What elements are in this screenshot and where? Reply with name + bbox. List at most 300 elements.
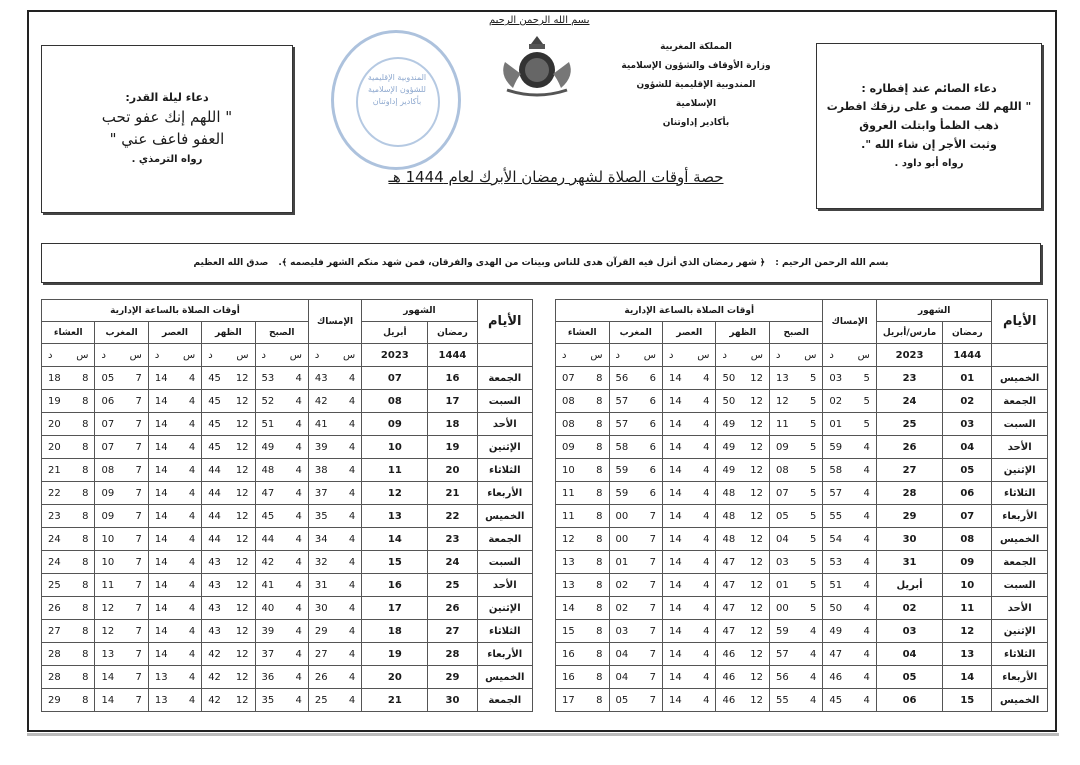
hour-value: 12 [750,671,763,683]
imsak-time [823,551,876,574]
minute-value: 59 [829,441,843,453]
minute-value: 14 [154,556,168,568]
asr-header: العصر [663,322,716,344]
maghrib-header: المغرب [95,322,148,344]
maghrib-time [95,413,148,436]
dhuhr-time [202,597,255,620]
isha-time [42,390,95,413]
hour-value: 7 [135,418,142,430]
minute-value: 25 [314,694,328,706]
hour-minute-units [609,344,662,367]
hour-value: 7 [649,556,657,568]
hour-value: 12 [235,671,249,683]
greg-year: 2023 [362,344,428,367]
minute-value: 14 [154,579,168,591]
table-row [556,666,1048,689]
hour-value: 4 [295,395,302,407]
minute-value: 49 [261,441,275,453]
minute-value: 46 [829,671,843,683]
day-name: الجمعة [477,689,532,712]
minute-value: 14 [154,602,168,614]
hour-value: 8 [596,441,603,453]
hour-value: 4 [703,464,710,476]
ramadan-day: 05 [943,459,992,482]
greg-day: 19 [362,643,428,666]
minute-value: 56 [615,372,629,384]
minute-value: 08 [775,464,789,476]
minute-value: 29 [314,625,328,637]
asr-time [663,551,716,574]
imsak-time [823,666,876,689]
hour-value: 4 [703,648,710,660]
minute-value: 42 [261,556,275,568]
imsak-time [823,367,876,390]
minute-value: 44 [208,510,221,522]
maghrib-time [609,689,662,712]
hour-value: 8 [82,694,89,706]
isha-time [42,689,95,712]
minute-value: 14 [669,625,682,637]
minute-value: 14 [154,464,168,476]
minute-value: 52 [261,395,275,407]
greg-day: 27 [876,459,942,482]
minute-value: 57 [615,418,629,430]
minute-value: 49 [722,464,736,476]
hour-value: 4 [348,464,356,476]
dhuhr-time [716,620,769,643]
minute-value: 05 [615,694,629,706]
minute-value: 07 [101,418,115,430]
imsak-time [823,505,876,528]
fajr-time [769,643,822,666]
table-row [42,505,533,528]
months-header: الشهور [876,300,992,322]
greg-day: 18 [362,620,428,643]
minute-value: 13 [101,648,115,660]
ramadan-day: 03 [943,413,992,436]
isha-time [42,367,95,390]
hour-label: س [750,349,763,361]
greg-day: 12 [362,482,428,505]
hour-value: 5 [863,418,870,430]
fajr-header: الصبح [769,322,822,344]
hour-value: 8 [596,464,603,476]
minute-label: د [615,349,620,361]
isha-time [42,459,95,482]
minute-label: د [154,349,160,361]
hour-value: 7 [135,648,142,660]
hour-value: 4 [863,533,870,545]
hour-value: 12 [235,418,249,430]
maghrib-time [609,643,662,666]
iftar-dua-title: دعاء الصائم عند إفطاره : [861,81,997,95]
dhuhr-time [716,689,769,712]
hour-value: 4 [703,602,710,614]
minute-value: 44 [208,487,221,499]
hour-value: 4 [348,395,356,407]
hour-value: 4 [348,602,356,614]
minute-value: 57 [829,487,843,499]
minute-value: 45 [208,418,221,430]
hour-value: 4 [348,648,356,660]
minute-value: 14 [154,510,168,522]
prayer-times-sheet [27,10,1057,732]
hour-value: 4 [188,671,196,683]
minute-value: 09 [775,441,789,453]
day-name: السبت [992,413,1048,436]
maghrib-time [95,574,148,597]
maghrib-time [95,505,148,528]
minute-value: 27 [48,625,61,637]
hour-value: 7 [649,648,657,660]
hour-value: 4 [188,694,196,706]
isha-time [556,689,610,712]
dhuhr-time [716,505,769,528]
hour-value: 4 [295,671,302,683]
hour-value: 12 [235,533,249,545]
hour-value: 8 [596,671,603,683]
hour-value: 4 [295,372,302,384]
hour-value: 7 [135,694,142,706]
hour-value: 12 [750,533,763,545]
hour-value: 8 [82,648,89,660]
hour-value: 4 [703,625,710,637]
minute-value: 45 [829,694,843,706]
greg-day: 21 [362,689,428,712]
fajr-time [255,597,308,620]
hour-value: 5 [810,510,817,522]
minute-value: 14 [154,533,168,545]
minute-value: 34 [314,533,328,545]
ramadan-day: 29 [428,666,477,689]
qadr-dua-title: دعاء ليلة القدر: [125,91,209,104]
minute-value: 50 [722,395,736,407]
qadr-dua-line: " اللهم إنك عفو تحب [101,108,233,126]
ramadan-day: 01 [943,367,992,390]
imsak-time [823,574,876,597]
hour-value: 6 [649,487,657,499]
minute-value: 14 [669,533,682,545]
table-row [42,666,533,689]
asr-time [663,390,716,413]
imsak-header: الإمساك [308,300,361,344]
dhuhr-time [202,643,255,666]
isha-time [42,505,95,528]
imsak-time [823,436,876,459]
maghrib-time [609,390,662,413]
hour-label: س [590,349,603,361]
imsak-time [823,597,876,620]
hour-label: س [343,349,356,361]
imsak-time [308,436,361,459]
minute-value: 42 [314,395,328,407]
greg-day: 29 [876,505,942,528]
hour-value: 12 [235,625,249,637]
isha-time [556,505,610,528]
minute-value: 02 [615,602,629,614]
minute-value: 22 [48,487,61,499]
hour-value: 8 [596,579,603,591]
fajr-time [255,528,308,551]
fajr-time [769,597,822,620]
dhuhr-time [202,620,255,643]
hour-value: 12 [235,487,249,499]
fajr-time [255,413,308,436]
minute-value: 35 [314,510,328,522]
greg-day: 17 [362,597,428,620]
hour-value: 7 [649,694,657,706]
hour-value: 12 [235,556,249,568]
maghrib-time [609,574,662,597]
day-name: السبت [477,551,532,574]
minute-value: 43 [208,556,221,568]
hour-value: 12 [235,441,249,453]
table-row [556,505,1048,528]
imsak-time [823,413,876,436]
hour-value: 7 [135,602,142,614]
hour-value: 4 [188,487,196,499]
minute-value: 48 [722,533,736,545]
table-row [42,597,533,620]
minute-value: 20 [48,418,61,430]
imsak-time [308,390,361,413]
hour-value: 7 [135,372,142,384]
minute-value: 14 [669,441,682,453]
day-name: الثلاثاء [992,643,1048,666]
greg-day: 04 [876,643,942,666]
minute-value: 07 [562,372,575,384]
day-name: الجمعة [992,390,1048,413]
minute-value: 51 [261,418,275,430]
minute-value: 13 [562,556,575,568]
minute-value: 13 [562,579,575,591]
greg-day: 16 [362,574,428,597]
hour-value: 4 [188,602,196,614]
hour-value: 4 [348,487,356,499]
hour-minute-units [716,344,769,367]
dhuhr-time [716,551,769,574]
ramadan-day: 17 [428,390,477,413]
fajr-time [769,482,822,505]
minute-value: 58 [829,464,843,476]
greg-day: 31 [876,551,942,574]
hour-value: 8 [596,533,603,545]
ramadan-day: 27 [428,620,477,643]
prayer-times-table-first-half [555,299,1048,712]
day-name: الأحد [477,413,532,436]
hour-value: 4 [703,579,710,591]
hour-value: 12 [750,602,763,614]
asr-time [148,367,201,390]
table-row [556,574,1048,597]
dhuhr-time [716,666,769,689]
hour-label: س [182,349,196,361]
minute-value: 31 [314,579,328,591]
minute-value: 14 [669,671,682,683]
day-name: الخميس [992,689,1048,712]
hour-value: 7 [649,625,657,637]
greg-day: 03 [876,620,942,643]
greg-year: 2023 [876,344,942,367]
day-name: الأربعاء [992,666,1048,689]
qadr-dua-source: رواه الترمذي . [131,154,203,165]
dhuhr-time [716,413,769,436]
hour-value: 5 [863,372,870,384]
hour-value: 4 [348,510,356,522]
hour-value: 8 [82,464,89,476]
day-name: الخميس [477,505,532,528]
hour-value: 4 [295,464,302,476]
hour-value: 4 [188,418,196,430]
minute-value: 58 [615,441,629,453]
greg-month-header: مارس/أبريل [876,322,942,344]
minute-value: 14 [154,395,168,407]
table-row [556,643,1048,666]
minute-value: 41 [314,418,328,430]
hour-value: 12 [235,579,249,591]
hour-value: 12 [750,556,763,568]
minute-value: 12 [101,602,115,614]
greg-month-header: أبريل [362,322,428,344]
ministry-line: المندوبية الإقليمية للشؤون الإسلامية [636,80,756,109]
hour-value: 4 [348,533,356,545]
minute-value: 38 [314,464,328,476]
ramadan-day: 10 [943,574,992,597]
minute-value: 16 [562,648,575,660]
hour-value: 4 [863,510,870,522]
hour-value: 8 [82,556,89,568]
imsak-time [308,505,361,528]
hour-value: 4 [863,441,870,453]
hour-value: 4 [295,441,302,453]
isha-time [556,367,610,390]
hour-value: 7 [649,579,657,591]
day-name: الجمعة [992,551,1048,574]
asr-time [148,643,201,666]
minute-value: 04 [775,533,789,545]
hour-label: س [804,349,817,361]
minute-value: 01 [615,556,629,568]
hour-value: 8 [596,694,603,706]
minute-value: 36 [261,671,275,683]
table-row [42,436,533,459]
minute-value: 26 [48,602,61,614]
hour-value: 4 [348,579,356,591]
hour-value: 4 [810,694,817,706]
dhuhr-time [716,574,769,597]
hour-value: 12 [750,487,763,499]
table-row [42,551,533,574]
fajr-time [255,390,308,413]
minute-value: 03 [775,556,789,568]
isha-time [556,574,610,597]
dhuhr-time [202,482,255,505]
minute-value: 14 [154,625,168,637]
table-row [556,551,1048,574]
isha-time [42,413,95,436]
table-row [42,482,533,505]
asr-time [148,574,201,597]
bismillah-heading: بسم الله الرحمن الرحيم [489,15,590,26]
minute-value: 14 [154,441,168,453]
isha-time [42,620,95,643]
maghrib-time [609,436,662,459]
hour-value: 12 [750,441,763,453]
hour-value: 4 [703,556,710,568]
minute-value: 14 [669,602,682,614]
asr-time [663,413,716,436]
minute-value: 47 [829,648,843,660]
maghrib-time [95,597,148,620]
hour-value: 4 [863,671,870,683]
hour-value: 12 [750,648,763,660]
hour-value: 4 [703,441,710,453]
hour-minute-units [308,344,361,367]
hour-value: 4 [295,579,302,591]
hour-value: 7 [135,510,142,522]
asr-time [663,643,716,666]
stamp-text: المندوبية الإقليمية للشؤون الإسلامية بأكادير إداوتنان [367,73,427,106]
isha-header: العشاء [556,322,610,344]
hour-value: 4 [188,395,196,407]
minute-value: 28 [48,648,61,660]
hour-value: 4 [703,487,710,499]
iftar-dua-line: وثبت الأجر إن شاء الله ". [861,137,997,151]
asr-time [663,620,716,643]
minute-value: 50 [722,372,736,384]
asr-time [148,436,201,459]
hour-value: 4 [188,579,196,591]
asr-time [663,528,716,551]
greg-day: 14 [362,528,428,551]
isha-header: العشاء [42,322,95,344]
dhuhr-time [716,482,769,505]
ramadan-day: 12 [943,620,992,643]
minute-value: 04 [615,648,629,660]
fajr-time [255,505,308,528]
fajr-time [769,689,822,712]
minute-value: 49 [722,441,736,453]
dhuhr-time [202,574,255,597]
minute-value: 47 [722,602,736,614]
minute-value: 59 [615,487,629,499]
minute-value: 09 [101,487,115,499]
minute-value: 02 [615,579,629,591]
imsak-time [308,643,361,666]
hour-value: 5 [810,372,817,384]
table-row [42,413,533,436]
quran-verse-box [41,243,1041,283]
greg-day: أبريل [876,574,942,597]
table-row [556,459,1048,482]
hour-value: 8 [596,372,603,384]
greg-day: 24 [876,390,942,413]
iftar-dua-source: رواه أبو داود . [894,157,964,169]
table-row [556,390,1048,413]
minute-label: د [775,349,781,361]
verse-text: ﴿ شهر رمضان الذي أنزل فيه القرآن هدى للناس وبينات من الهدى والفرقان، فمن شهد منكم الشهر فليصمه ﴾. [278,258,766,268]
minute-value: 14 [669,556,682,568]
days-header: الأيام [992,300,1048,344]
day-name: الخميس [477,666,532,689]
day-name: الخميس [992,367,1048,390]
hour-value: 8 [82,418,89,430]
asr-time [663,574,716,597]
maghrib-time [95,643,148,666]
minute-value: 11 [775,418,789,430]
minute-value: 14 [154,372,168,384]
minute-value: 03 [829,372,843,384]
